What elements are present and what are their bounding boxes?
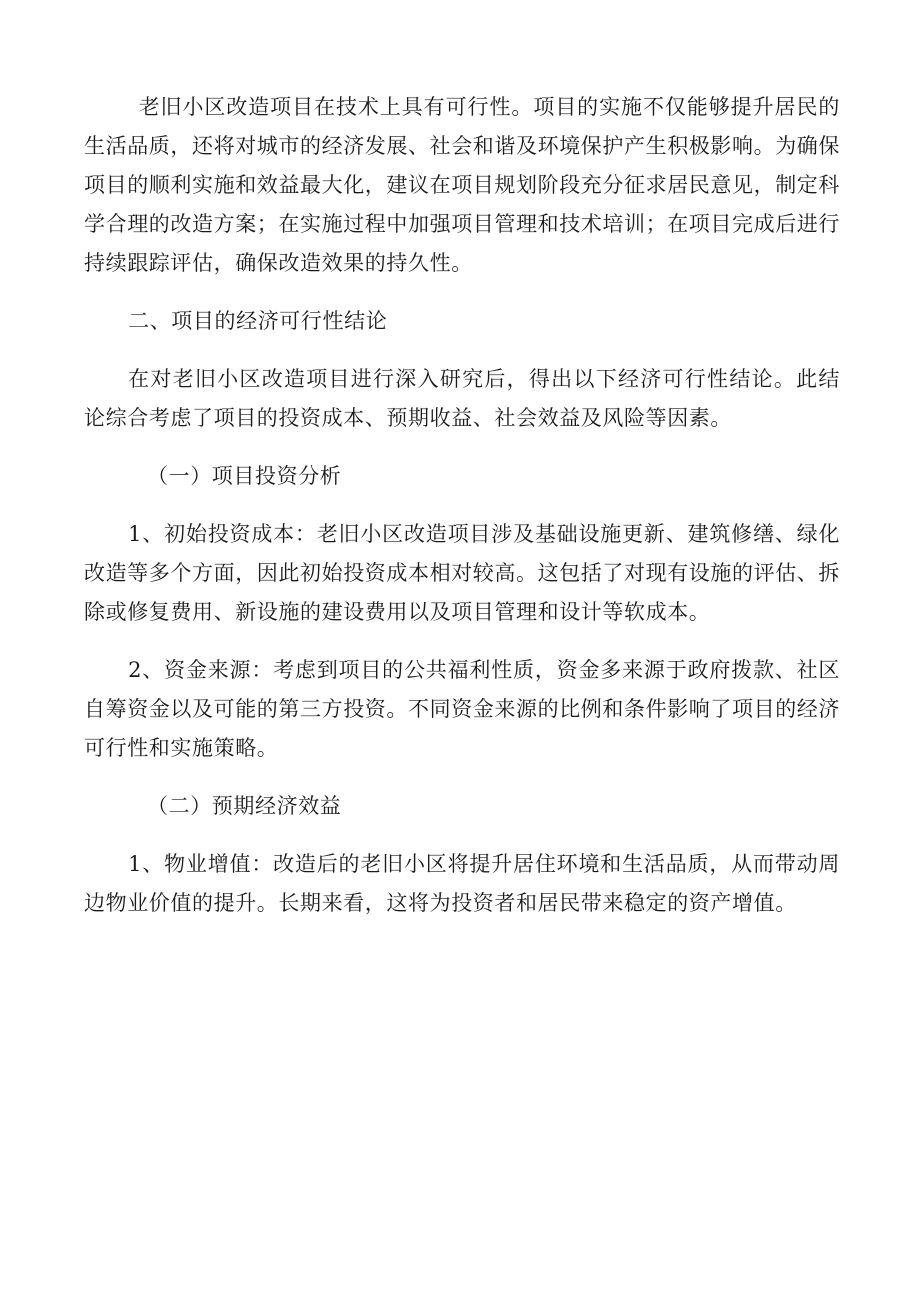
subheading-expected-benefits: （二）预期经济效益 bbox=[147, 794, 342, 818]
funding-source-paragraph: 2、资金来源：考虑到项目的公共福利性质，资金多来源于政府拨款、社区自筹资金以及可能的第三方投资。不同资金来源的比例和条件影响了项目的经济可行性和实施策略。 bbox=[84, 658, 840, 760]
intro-paragraph: 在对老旧小区改造项目进行深入研究后，得出以下经济可行性结论。此结论综合考虑了项目的投资成本、预期收益、社会效益及风险等因素。 bbox=[84, 367, 840, 430]
conclusion-paragraph: 老旧小区改造项目在技术上具有可行性。项目的实施不仅能够提升居民的生活品质，还将对城市的经济发展、社会和谐及环境保护产生积极影响。为确保项目的顺利实施和效益最大化，建议在项目规划阶段充分征求居民意见，制定科学合理的改造方案；在实施过程中加强项目管理和技术培训；在项目完成后进行持续跟踪评估，确保改造效果的持久性。 bbox=[84, 95, 840, 275]
property-value-paragraph: 1、物业增值：改造后的老旧小区将提升居住环境和生活品质，从而带动周边物业价值的提升。长期来看，这将为投资者和居民带来稳定的资产增值。 bbox=[84, 852, 840, 915]
section-heading-economic-feasibility: 二、项目的经济可行性结论 bbox=[128, 309, 388, 333]
subheading-investment-analysis: （一）项目投资分析 bbox=[147, 464, 342, 488]
initial-cost-paragraph: 1、初始投资成本：老旧小区改造项目涉及基础设施更新、建筑修缮、绿化改造等多个方面，因此初始投资成本相对较高。这包括了对现有设施的评估、拆除或修复费用、新设施的建设费用以及项目管理和设计等软成本。 bbox=[84, 522, 840, 624]
document-page bbox=[84, 88, 840, 942]
